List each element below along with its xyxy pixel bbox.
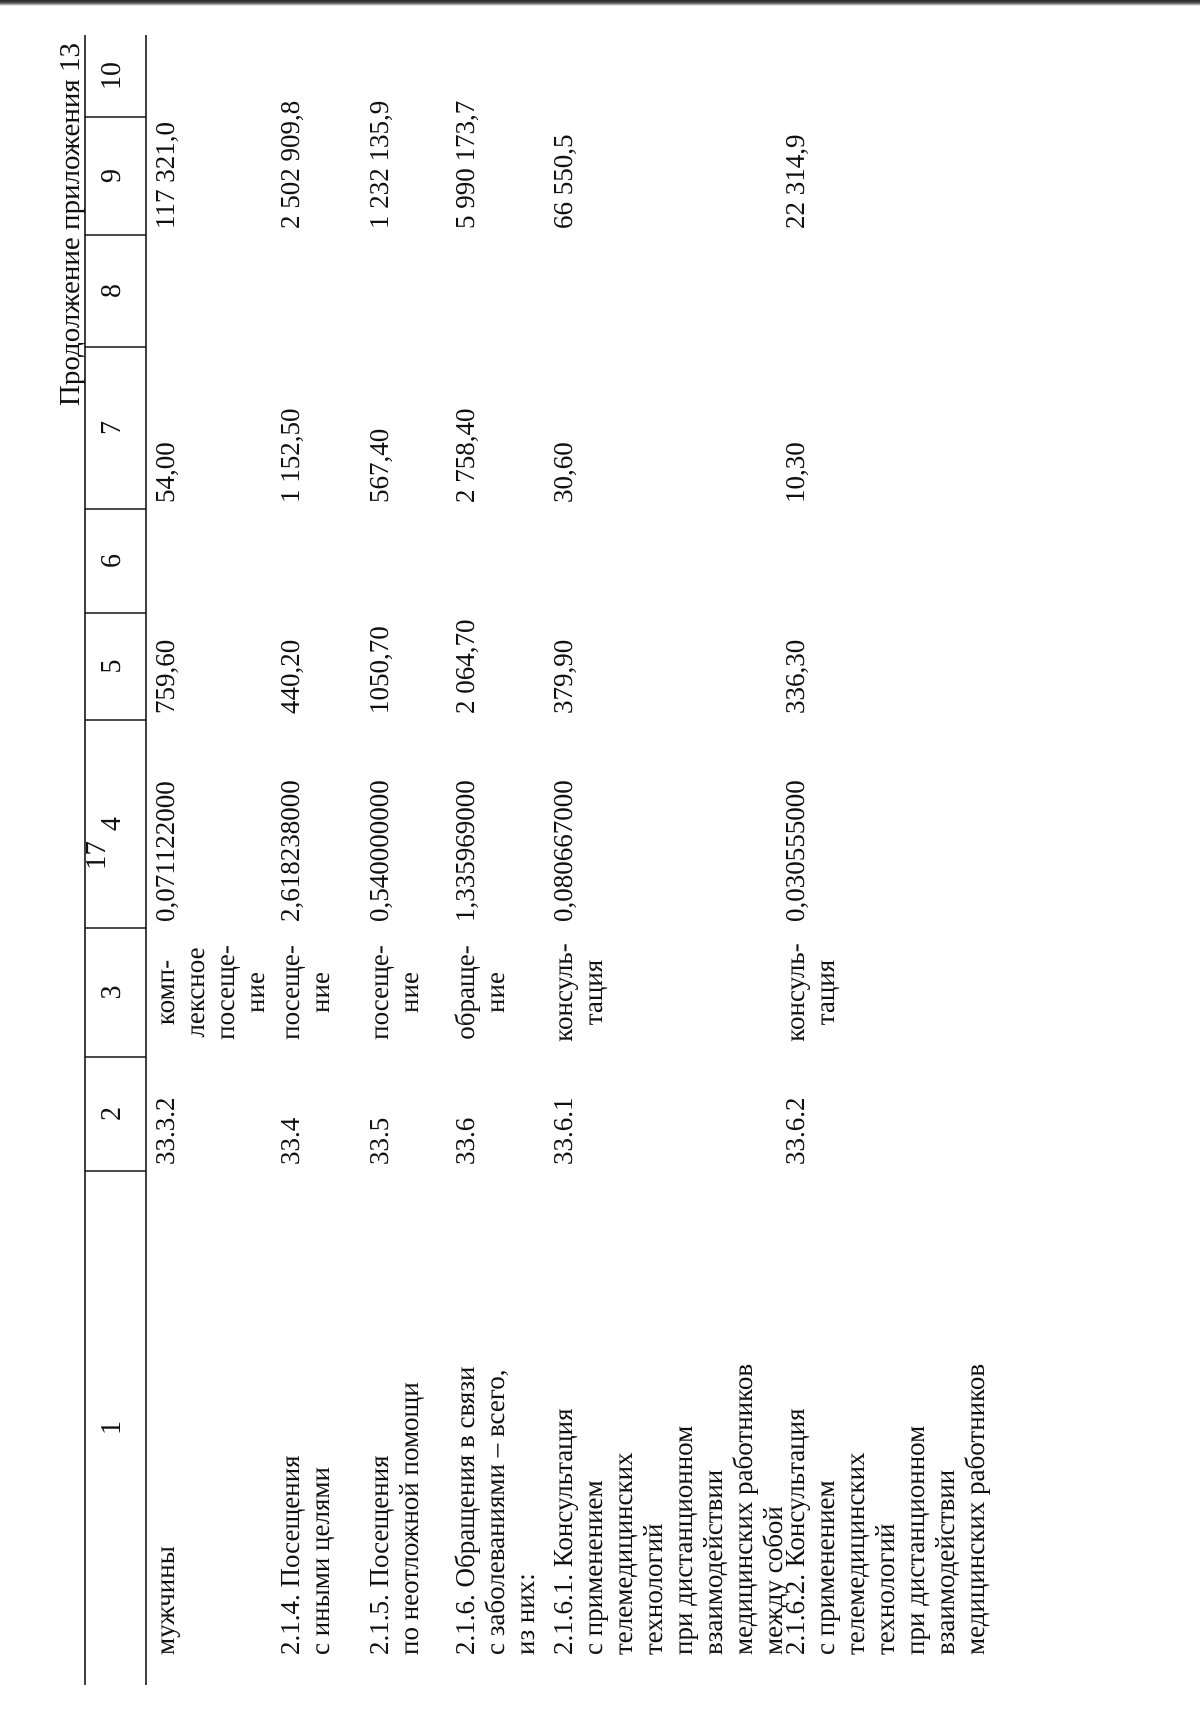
column-header-1: 1 <box>96 1421 127 1435</box>
row-label-line: медицинских работников <box>960 1363 990 1655</box>
cell-col-5: 1050,70 <box>364 626 394 714</box>
column-header-9: 9 <box>96 169 127 183</box>
row-label-line: взаимодействии <box>698 1469 728 1655</box>
cell-col-7: 30,60 <box>548 442 578 503</box>
row-label-line: телемедицинских <box>608 1452 638 1655</box>
cell-col-7: 567,40 <box>364 428 394 503</box>
unit-line: посеще- <box>210 945 240 1040</box>
row-label-line: 2.1.6. Обращения в связи <box>450 1366 480 1655</box>
column-header-6: 6 <box>96 554 127 568</box>
row-label-line: технологий <box>638 1523 668 1655</box>
row-label-line: с применением <box>810 1480 840 1655</box>
unit-line: консуль- <box>548 943 578 1042</box>
row-label-line: по неотложной помощи <box>394 1382 424 1655</box>
row-label-line: между собой <box>758 1506 788 1655</box>
cell-col-9: 117 321,0 <box>150 122 180 229</box>
unit-line: комп- <box>150 959 180 1026</box>
continuation-label: Продолжение приложения 13 <box>54 43 86 407</box>
unit-line: ние <box>394 972 424 1013</box>
cell-col-7: 54,00 <box>150 442 180 503</box>
cell-col-2: 33.6 <box>450 1117 480 1165</box>
cell-col-5: 2 064,70 <box>450 619 480 714</box>
cell-col-4: 0,080667000 <box>548 780 578 922</box>
cell-col-4: 0,540000000 <box>364 780 394 922</box>
cell-col-2: 33.3.2 <box>150 1097 180 1165</box>
unit-line: посеще- <box>364 945 394 1040</box>
cell-col-9: 5 990 173,7 <box>450 100 480 229</box>
row-label-line: при дистанционном <box>900 1425 930 1655</box>
row-label-line: 2.1.4. Посещения <box>275 1455 305 1655</box>
row-label-line: с иными целями <box>305 1467 335 1655</box>
cell-col-4: 0,071122000 <box>150 781 180 922</box>
row-label-line: технологий <box>870 1523 900 1655</box>
table-grid-lines <box>0 5 1200 1705</box>
row-label-line: телемедицинских <box>840 1452 870 1655</box>
column-header-5: 5 <box>96 659 127 674</box>
cell-col-4: 0,030555000 <box>780 780 810 922</box>
cell-col-7: 1 152,50 <box>275 408 305 503</box>
page-number: 17 <box>80 841 112 870</box>
cell-col-2: 33.5 <box>364 1117 394 1165</box>
column-header-10: 10 <box>96 62 127 90</box>
unit-line: обраще- <box>450 945 480 1040</box>
row-label-line: взаимодействии <box>930 1469 960 1655</box>
cell-col-7: 2 758,40 <box>450 408 480 503</box>
unit-line: посеще- <box>275 945 305 1040</box>
unit-line: тация <box>810 959 840 1026</box>
row-label-line: из них: <box>510 1573 540 1655</box>
cell-col-2: 33.4 <box>275 1117 305 1165</box>
unit-line: тация <box>578 959 608 1026</box>
unit-line: ние <box>305 972 335 1013</box>
cell-col-4: 2,618238000 <box>275 780 305 922</box>
row-label-line: 2.1.5. Посещения <box>364 1455 394 1655</box>
cell-col-5: 379,90 <box>548 639 578 714</box>
cell-col-9: 2 502 909,8 <box>275 100 305 229</box>
column-header-8: 8 <box>96 284 127 298</box>
unit-line: консуль- <box>780 943 810 1042</box>
cell-col-2: 33.6.1 <box>548 1097 578 1165</box>
row-label-line: 2.1.6.1. Консультация <box>548 1408 578 1655</box>
unit-line: лексное <box>180 947 210 1038</box>
cell-col-9: 1 232 135,9 <box>364 100 394 229</box>
column-header-2: 2 <box>96 1107 127 1121</box>
cell-col-9: 66 550,5 <box>548 134 578 229</box>
row-label-line: мужчины <box>150 1546 180 1655</box>
row-label-line: медицинских работников <box>728 1363 758 1655</box>
cell-col-2: 33.6.2 <box>780 1097 810 1165</box>
column-header-3: 3 <box>96 985 127 1000</box>
unit-line: ние <box>480 972 510 1013</box>
column-header-7: 7 <box>96 421 127 435</box>
row-label-line: с заболеваниями – всего, <box>480 1369 510 1655</box>
rotated-page <box>0 5 1200 1705</box>
cell-col-5: 440,20 <box>275 639 305 714</box>
unit-line: ние <box>240 972 270 1013</box>
row-label-line: 2.1.6.2. Консультация <box>780 1408 810 1655</box>
cell-col-5: 759,60 <box>150 639 180 714</box>
cell-col-5: 336,30 <box>780 639 810 714</box>
column-header-4: 4 <box>96 817 127 831</box>
cell-col-9: 22 314,9 <box>780 134 810 229</box>
row-label-line: с применением <box>578 1480 608 1655</box>
cell-col-4: 1,335969000 <box>450 780 480 922</box>
row-label-line: при дистанционном <box>668 1425 698 1655</box>
cell-col-7: 10,30 <box>780 442 810 503</box>
